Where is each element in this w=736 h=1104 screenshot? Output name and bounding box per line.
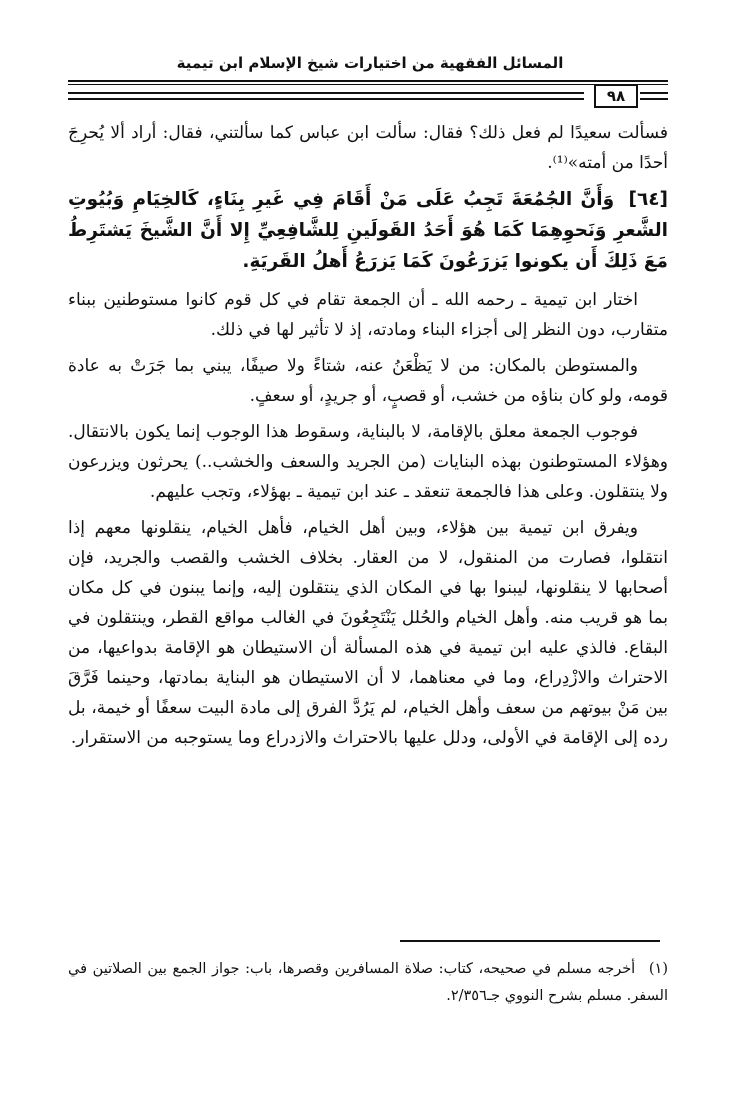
footnote-divider [400,940,660,942]
main-text [68,118,668,759]
footnote-number: (١) [648,961,668,977]
paragraph: والمستوطن بالمكان: من لا يَظْعَنُ عنه، شتاءً ولا صيفًا، يبني بما جَرَتْ به عادة قومه، ولو كان بناؤه من خشب، أو قصبٍ، أو جريدٍ، أو سعفٍ. [68,356,668,406]
issue-text: وَأَنَّ الجُمُعَةَ تَجِبُ عَلَى مَنْ أَقَامَ فِي غَيرِ بِنَاءٍ، كَالخِيَامِ وَبُيُوتِ الشَّعرِ وَنَحوِهِمَا كَمَا هُوَ أَحَدُ القَولَينِ لِلشَّافِعِيِّ إِلا أَنَّ الشَّيخَ يَشتَرِطُ مَعَ ذَلِكَ أَن يكونوا يَزرَعُونَ كَمَا يَزرَعُ أَهلُ القَريَةِ. [68,189,668,272]
double-rule-left [68,92,584,100]
footnote [68,956,668,1010]
paragraph: فوجوب الجمعة معلق بالإقامة، لا بالبناية، وسقوط هذا الوجوب إنما يكون بالانتقال. وهؤلاء المستوطنون بهذه البنايات (من الجريد والسعف والخشب..) يحرثون ويزرعون ولا ينتقلون. وعلى هذا فالجمعة تنعقد ـ عند ابن تيمية ـ بهؤلاء، وتجب عليهم. [68,422,668,502]
header-rule [68,80,668,85]
paragraph: اختار ابن تيمية ـ رحمه الله ـ أن الجمعة تقام في كل قوم كانوا مستوطنين ببناء متقارب، دون النظر إلى أجزاء البناء ومادته، إذ لا تأثير لها في ذلك. [68,290,668,340]
issue-statement [68,184,668,277]
paragraph: ويفرق ابن تيمية بين هؤلاء، وبين أهل الخيام، فأهل الخيام، ينقلونها معهم إذا انتقلوا، فصارت من المنقول، لا من العقار. بخلاف الخشب والقصب والجريد، فإن أصحابها لا ينقلونها، ليبنوا بها في المكان الذي ينتقلون إليه، وإنما يبنون في كل مكان بما هو قريب منه. وأهل الخيام والحُلل يَنْتَجِعُونَ في الغالب مواقع القطر، وينتقلون في البقاع. فالذي عليه ابن تيمية في هذه المسألة أن الاستيطان هو الإقامة بدواعيها، من الاحتراث والازْدِراع، وما في معناهما، لا أن الاستيطان هو البناية بمادتها، وحينما فَرَّقَ بين مَنْ بيوتهم من سعف وأهل الخيام، لم يَرُدَّ الفرق إلى مادة البيت سعفًا أو خيمة، بل رده إلى الإقامة في الأولى، ودلل عليها بالاحتراث والازدراع وما يستوجبه من الاستقرار. [68,518,668,748]
running-title: المسائل الفقهية من اختيارات شيخ الإسلام ابن تيمية [176,54,564,72]
double-rule-right [640,92,668,100]
page-number: ٩٨ [594,84,638,108]
footnote-text: أخرجه مسلم في صحيحه، كتاب: صلاة المسافرين وقصرها، باب: جواز الجمع بين الصلاتين في السفر. مسلم بشرح النووي جـ٢/٣٥٦. [68,961,668,1004]
page-number-row [68,86,668,108]
paragraph-continuation: فسألت سعيدًا لم فعل ذلك؟ فقال: سألت ابن عباس كما سألتني، فقال: أراد ألا يُحرِجَ أحدًا من أمته»⁽¹⁾. [68,123,668,173]
issue-number: [٦٤] [628,189,668,210]
